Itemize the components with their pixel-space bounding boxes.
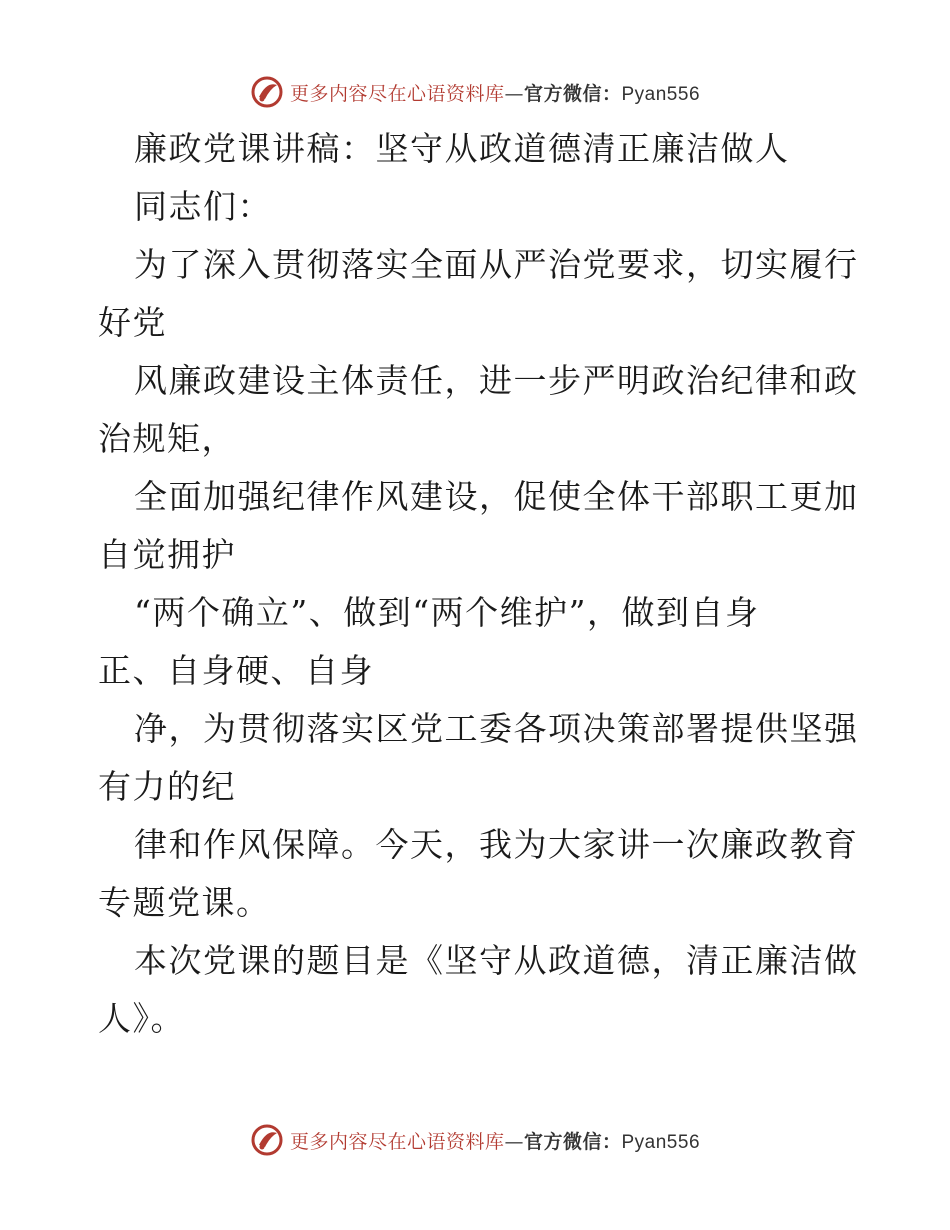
- watermark-dash: —: [504, 1130, 524, 1153]
- doc-line: 正、自身硬、自身: [98, 651, 374, 690]
- doc-line: 全面加强纪律作风建设，促使全体干部职工更加: [134, 477, 859, 516]
- doc-line: “两个确立”、做到“两个维护”，做到自身: [134, 593, 760, 632]
- document-body: [98, 120, 858, 1048]
- doc-line: 律和作风保障。今天，我为大家讲一次廉政教育: [134, 825, 859, 864]
- watermark-brand: 官方微信：: [523, 82, 622, 105]
- watermark-dash: —: [504, 82, 524, 105]
- watermark-text: [290, 79, 700, 106]
- logo-icon: [250, 1123, 284, 1157]
- doc-title: 廉政党课讲稿：坚守从政道德清正廉洁做人: [134, 129, 790, 168]
- doc-line: 专题党课。: [98, 883, 271, 922]
- footer-watermark: [0, 1120, 950, 1160]
- doc-line: 人》。: [98, 999, 185, 1038]
- doc-line: 为了深入贯彻落实全面从严治党要求，切实履行: [134, 245, 859, 284]
- doc-line: 治规矩，: [98, 419, 236, 458]
- doc-line: 自觉拥护: [98, 535, 236, 574]
- doc-line: 本次党课的题目是《坚守从政道德，清正廉洁做: [134, 941, 859, 980]
- doc-line: 风廉政建设主体责任，进一步严明政治纪律和政: [134, 361, 859, 400]
- doc-line: 好党: [98, 303, 167, 342]
- doc-line: 净，为贯彻落实区党工委各项决策部署提供坚强: [134, 709, 859, 748]
- doc-salutation: 同志们：: [134, 187, 272, 226]
- watermark-wechat-id: Pyan556: [621, 83, 701, 105]
- header-watermark: [0, 72, 950, 112]
- logo-icon: [250, 75, 284, 109]
- watermark-main: 更多内容尽在心语资料库: [289, 82, 505, 105]
- watermark-wechat-id: Pyan556: [621, 1131, 701, 1153]
- doc-line: 有力的纪: [98, 767, 236, 806]
- watermark-text: [290, 1127, 700, 1154]
- watermark-main: 更多内容尽在心语资料库: [289, 1130, 505, 1153]
- watermark-brand: 官方微信：: [523, 1130, 622, 1153]
